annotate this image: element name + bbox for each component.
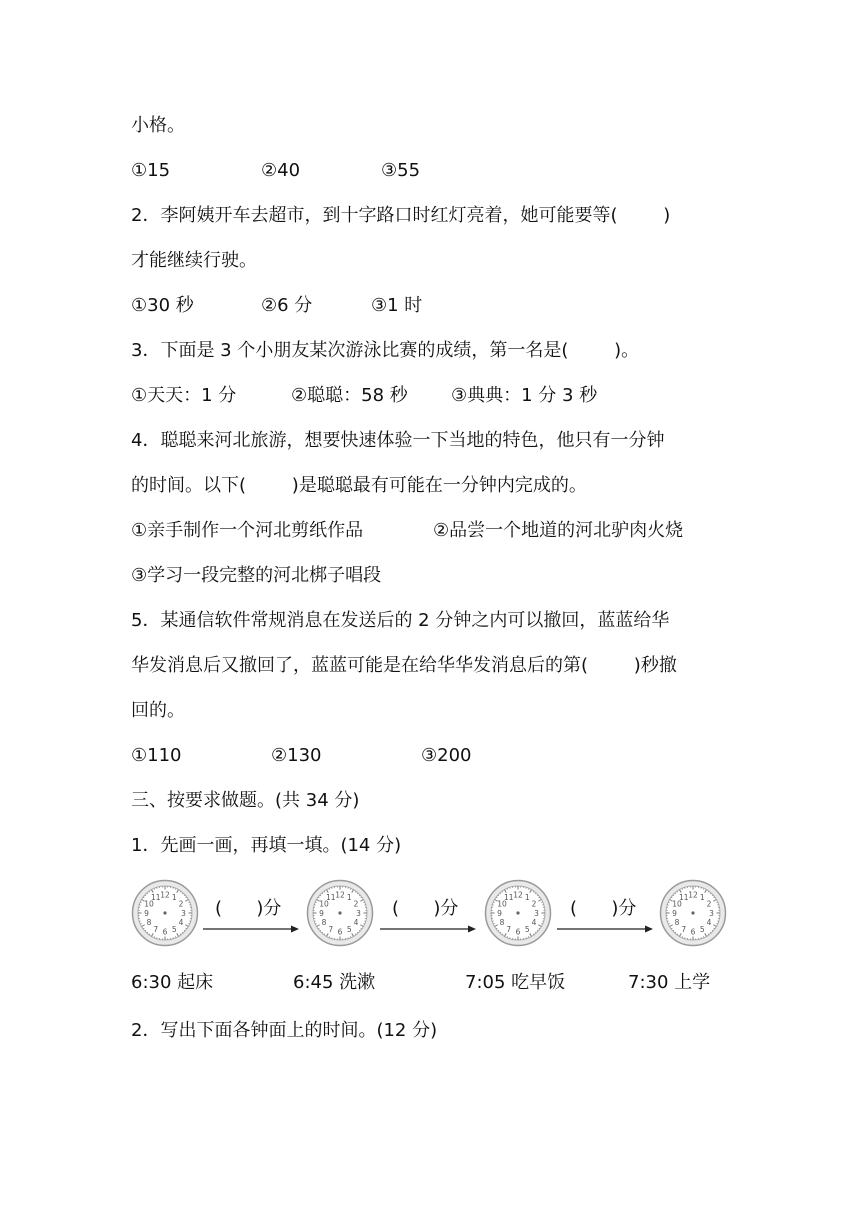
q1-tail: 小格。 <box>131 115 185 136</box>
clock-number: 4 <box>706 918 712 928</box>
clock-number: 10 <box>319 899 329 909</box>
clock-number: 4 <box>353 918 359 928</box>
q5-text-line2: 华发消息后又撤回了，蓝蓝可能是在给华华发消息后的第( )秒撤 <box>131 655 677 676</box>
s3-q1-text: 1．先画一画，再填一填。(14 分) <box>131 835 402 856</box>
q3-option-a[interactable]: ①天天：1 分 <box>131 385 237 406</box>
clock-face-3[interactable] <box>484 879 552 947</box>
q3-option-c[interactable]: ③典典：1 分 3 秒 <box>451 385 598 406</box>
clock-number: 4 <box>178 918 184 928</box>
clock-number: 12 <box>513 890 523 900</box>
clock-number: 5 <box>346 924 352 934</box>
clock-number: 1 <box>171 892 177 902</box>
duration-blank-1[interactable]: ( )分 <box>215 898 282 919</box>
q2-text-line2: 才能继续行驶。 <box>131 250 257 271</box>
clock-number: 9 <box>672 908 677 918</box>
clock-number: 6 <box>162 927 168 937</box>
q2-text-line1: 2．李阿姨开车去超市，到十字路口时红灯亮着，她可能要等( ) <box>131 205 671 226</box>
clock-number: 7 <box>328 924 334 934</box>
clock-number: 4 <box>531 918 537 928</box>
clock-face-2[interactable] <box>306 879 374 947</box>
clock-number: 6 <box>337 927 343 937</box>
clock-number: 8 <box>674 918 680 928</box>
s3-q2-text: 2．写出下面各钟面上的时间。(12 分) <box>131 1020 438 1041</box>
clock-number: 10 <box>497 899 507 909</box>
q3-option-b[interactable]: ②聪聪：58 秒 <box>291 385 408 406</box>
arrow-right-icon <box>380 924 476 934</box>
clock-number: 7 <box>153 924 159 934</box>
clock-number: 12 <box>688 890 698 900</box>
q1-option-a[interactable]: ①15 <box>131 160 171 181</box>
q1-option-b[interactable]: ②40 <box>261 160 301 181</box>
arrow-right-icon <box>557 924 653 934</box>
duration-blank-2[interactable]: ( )分 <box>392 898 459 919</box>
clock-number: 8 <box>146 918 152 928</box>
clock-number: 11 <box>503 892 514 902</box>
clock-number: 2 <box>531 899 537 909</box>
clock-number: 12 <box>335 890 345 900</box>
clock-face-1[interactable] <box>131 879 199 947</box>
clock-number: 2 <box>353 899 359 909</box>
q4-option-a[interactable]: ①亲手制作一个河北剪纸作品 <box>131 520 364 541</box>
q1-option-c[interactable]: ③55 <box>381 160 421 181</box>
q4-text-line2: 的时间。以下( )是聪聪最有可能在一分钟内完成的。 <box>131 475 587 496</box>
q5-option-c[interactable]: ③200 <box>421 745 472 766</box>
q4-text-line1: 4．聪聪来河北旅游，想要快速体验一下当地的特色，他只有一分钟 <box>131 430 665 451</box>
clock-number: 9 <box>319 908 324 918</box>
q2-option-b[interactable]: ②6 分 <box>261 295 313 316</box>
clock-number: 11 <box>150 892 161 902</box>
schedule-label: 6:30 起床 <box>131 972 214 993</box>
q2-option-a[interactable]: ①30 秒 <box>131 295 194 316</box>
clock-number: 9 <box>144 908 149 918</box>
schedule-label: 7:05 吃早饭 <box>465 972 566 993</box>
clock-face-4[interactable] <box>659 879 727 947</box>
clock-number: 10 <box>144 899 154 909</box>
clock-number: 12 <box>160 890 170 900</box>
clock-number: 5 <box>524 924 530 934</box>
clock-number: 6 <box>515 927 521 937</box>
schedule-label: 6:45 洗漱 <box>293 972 376 993</box>
clock-number: 3 <box>709 908 714 918</box>
clock-number: 5 <box>699 924 705 934</box>
clock-number: 6 <box>690 927 696 937</box>
q5-option-b[interactable]: ②130 <box>271 745 322 766</box>
clock-number: 10 <box>672 899 682 909</box>
q5-text-line1: 5．某通信软件常规消息在发送后的 2 分钟之内可以撤回，蓝蓝给华 <box>131 610 670 631</box>
q3-text: 3．下面是 3 个小朋友某次游泳比赛的成绩，第一名是( )。 <box>131 340 640 361</box>
q4-option-b[interactable]: ②品尝一个地道的河北驴肉火烧 <box>433 520 684 541</box>
clock-number: 11 <box>678 892 689 902</box>
clock-number: 8 <box>499 918 505 928</box>
q4-option-c[interactable]: ③学习一段完整的河北梆子唱段 <box>131 565 382 586</box>
duration-blank-3[interactable]: ( )分 <box>570 898 637 919</box>
clock-number: 3 <box>534 908 539 918</box>
clock-number: 11 <box>325 892 336 902</box>
clock-number: 2 <box>178 899 184 909</box>
q2-option-c[interactable]: ③1 时 <box>371 295 423 316</box>
clock-number: 7 <box>506 924 512 934</box>
clock-number: 1 <box>524 892 530 902</box>
clock-number: 3 <box>356 908 361 918</box>
q5-text-line3: 回的。 <box>131 700 185 721</box>
arrow-right-icon <box>203 924 299 934</box>
clock-number: 3 <box>181 908 186 918</box>
clock-number: 2 <box>706 899 712 909</box>
clock-number: 5 <box>171 924 177 934</box>
clock-number: 1 <box>346 892 352 902</box>
section3-title: 三、按要求做题。(共 34 分) <box>131 790 360 811</box>
clock-number: 9 <box>497 908 502 918</box>
clock-number: 1 <box>699 892 705 902</box>
clock-number: 8 <box>321 918 327 928</box>
schedule-label: 7:30 上学 <box>628 972 711 993</box>
clock-number: 7 <box>681 924 687 934</box>
q5-option-a[interactable]: ①110 <box>131 745 182 766</box>
